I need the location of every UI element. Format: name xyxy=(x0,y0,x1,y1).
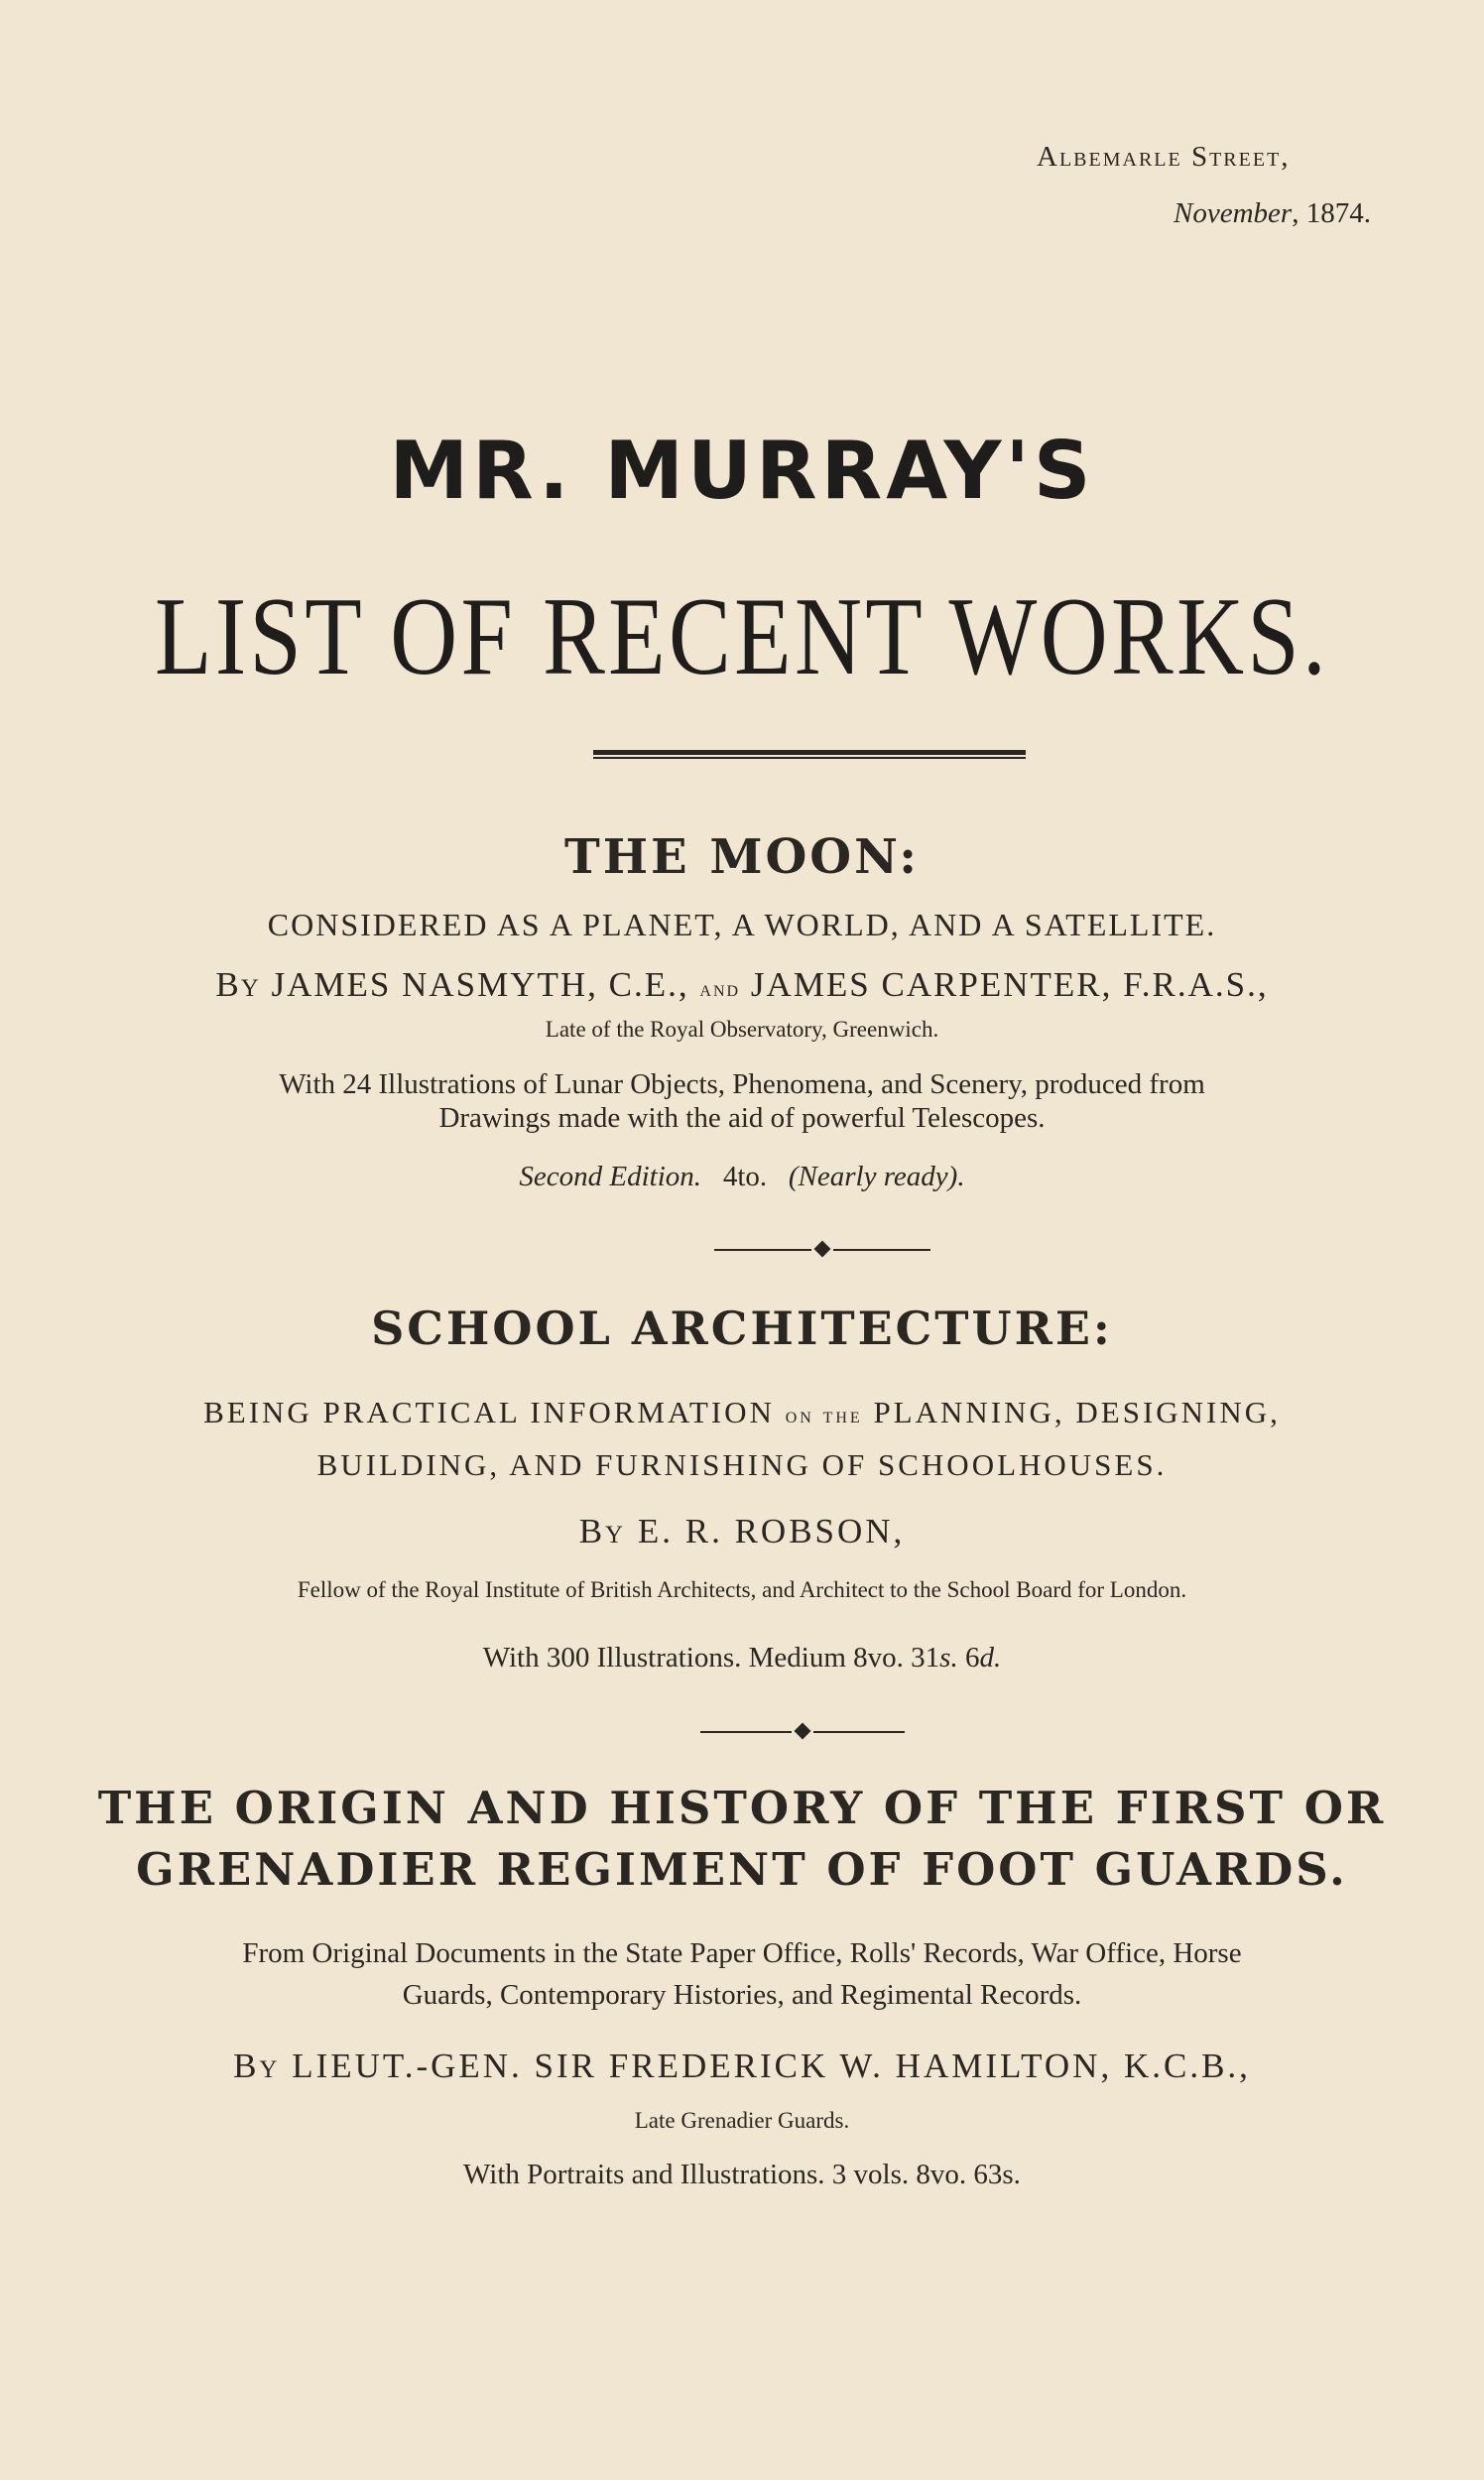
work-author-school xyxy=(0,1512,1484,1551)
double-rule xyxy=(593,750,1026,759)
author-nasmyth: JAMES NASMYTH, C.E., xyxy=(271,965,689,1004)
work-subtitle-school-2: BUILDING, AND FURNISHING OF SCHOOLHOUSES. xyxy=(316,1447,1168,1482)
page-title-publisher: MR. MURRAY'S xyxy=(389,425,1095,517)
work-edition-moon xyxy=(0,1161,1484,1193)
work-details-school xyxy=(0,1642,1484,1674)
by-prefix: By xyxy=(578,1512,627,1550)
page-title-list: LIST OF RECENT WORKS. xyxy=(154,575,1329,698)
diamond-icon xyxy=(814,1241,831,1258)
by-prefix: By xyxy=(233,2046,281,2085)
edition-text: Second Edition. xyxy=(519,1161,702,1192)
status-text: (Nearly ready). xyxy=(788,1161,965,1192)
subtitle-part-a: BEING PRACTICAL INFORMATION xyxy=(203,1395,775,1429)
date-month: November xyxy=(1174,197,1293,229)
address-line: Albemarle Street, xyxy=(1037,141,1291,173)
work-source-grenadier-2: Guards, Contemporary Histories, and Regimental Records. xyxy=(402,1979,1082,2011)
work-title-grenadier-2: GRENADIER REGIMENT OF FOOT GUARDS. xyxy=(136,1843,1348,1896)
by-prefix: By xyxy=(215,965,261,1004)
work-affiliation-school: Fellow of the Royal Institute of British Architects, and Architect to the School Board for London. xyxy=(297,1577,1187,1602)
and-word: and xyxy=(699,976,741,1001)
price-pence-number: 6 xyxy=(964,1642,980,1674)
subtitle-part-c: PLANNING, DESIGNING, xyxy=(873,1395,1281,1429)
author-hamilton: LIEUT.-GEN. SIR FREDERICK W. HAMILTON, K.C.B., xyxy=(292,2046,1251,2085)
work-details-grenadier: With Portraits and Illustrations. 3 vols. 8vo. 63s. xyxy=(463,2159,1021,2190)
work-title-grenadier-1: THE ORIGIN AND HISTORY OF THE FIRST OR xyxy=(97,1782,1387,1834)
work-affiliation-grenadier: Late Grenadier Guards. xyxy=(634,2108,850,2133)
work-authors-moon xyxy=(0,965,1484,1005)
diamond-icon xyxy=(795,1723,811,1740)
format-text: 4to. xyxy=(722,1161,768,1192)
work-affiliation-moon: Late of the Royal Observatory, Greenwich. xyxy=(545,1017,939,1042)
price-pence: d. xyxy=(979,1642,1002,1674)
date-line: November, 1874. xyxy=(1174,197,1371,229)
ornament-divider-2 xyxy=(700,1724,905,1740)
work-subtitle-moon: CONSIDERED AS A PLANET, A WORLD, AND A SATELLITE. xyxy=(267,907,1217,942)
work-title-moon: THE MOON: xyxy=(563,829,920,885)
work-illustrations-moon-2: Drawings made with the aid of powerful Telescopes. xyxy=(438,1102,1046,1134)
work-author-grenadier xyxy=(0,2046,1484,2086)
ornament-divider-1 xyxy=(714,1242,930,1258)
work-title-school: SCHOOL ARCHITECTURE: xyxy=(371,1302,1113,1355)
subtitle-part-b: on the xyxy=(785,1403,863,1427)
price-shillings: s. xyxy=(939,1642,958,1674)
work-subtitle-school-1 xyxy=(0,1395,1484,1430)
work-source-grenadier-1: From Original Documents in the State Paper Office, Rolls' Records, War Office, Horse xyxy=(242,1937,1242,1969)
details-text: With 300 Illustrations. Medium 8vo. 31 xyxy=(482,1642,940,1674)
work-illustrations-moon-1: With 24 Illustrations of Lunar Objects, Phenomena, and Scenery, produced from xyxy=(279,1068,1205,1100)
author-carpenter: JAMES CARPENTER, F.R.A.S., xyxy=(750,965,1269,1004)
date-year: 1874. xyxy=(1305,197,1371,229)
author-robson: E. R. ROBSON, xyxy=(637,1512,906,1550)
